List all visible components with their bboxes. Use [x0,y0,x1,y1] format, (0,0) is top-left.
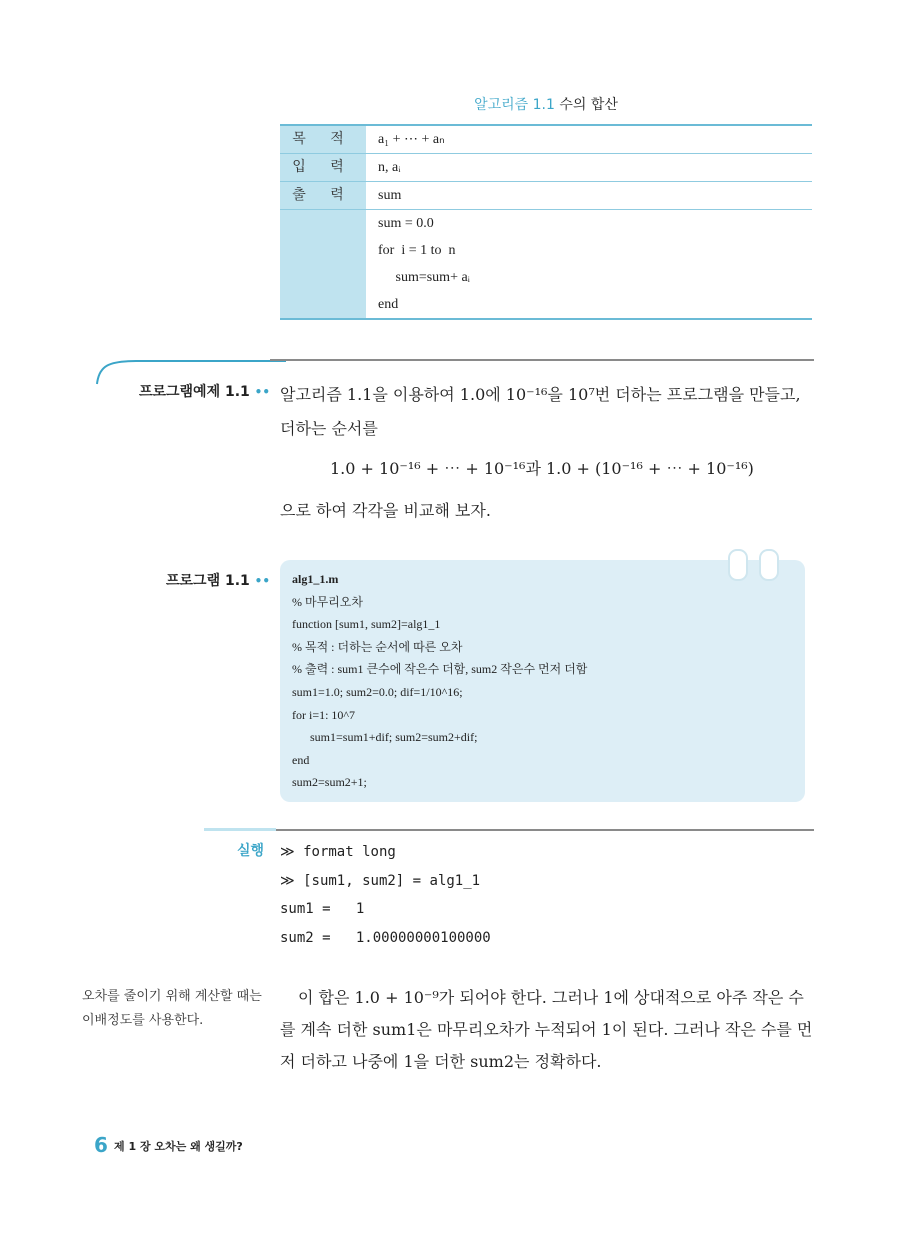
code-line: sum1=sum1+dif; sum2=sum2+dif; [292,730,478,745]
code-line: sum=sum+ aᵢ [378,270,470,285]
example-label-text: 프로그램예제 1.1 [138,384,250,400]
chapter-title: 제 1 장 오차는 왜 생길까? [114,1140,243,1153]
algorithm-number: 알고리즘 1.1 [474,97,555,113]
run-divider-accent [204,828,276,831]
row-value: a₁ + ⋯ + aₙ [366,126,812,153]
row-label-empty [280,210,366,318]
code-line: for i = 1 to n [378,243,456,258]
code-line: sum = 0.0 [378,216,434,231]
run-label: 실행 [236,843,264,859]
run-line: sum2 = 1.00000000100000 [280,929,491,946]
code-line: function [sum1, sum2]=alg1_1 [292,617,441,632]
body-paragraph: 이 합은 1.0 + 10⁻⁹가 되어야 한다. 그러나 1에 상대적으로 아주 작은 수를 계속 더한 sum1은 마무리오차가 누적되어 1이 된다. 그러나 작은 수를 먼저 더하고 나중에 1을 더한 sum2는 정확하다. [280,988,813,1071]
code-line: % 출력 : sum1 큰수에 작은수 더함, sum2 작은수 먼저 더함 [292,662,588,677]
code-line: % 마무리오차 [292,594,363,609]
bullet-dots: •• [254,385,270,399]
algorithm-row-output [280,182,812,210]
row-value: n, aᵢ [366,154,812,181]
example-text: 알고리즘 1.1을 이용하여 1.0에 10⁻¹⁶을 10⁷번 더하는 프로그램을 만들고, 더하는 순서를 [280,385,801,438]
binder-tab-decoration [759,549,779,581]
code-line: sum1=1.0; sum2=0.0; dif=1/10^16; [292,684,463,699]
algorithm-row-purpose [280,126,812,154]
code-line: for i=1: 10^7 [292,707,356,722]
algorithm-row-input [280,154,812,182]
run-line: ≫ format long [280,844,396,860]
code-line: end [292,752,310,767]
algorithm-code [366,210,812,318]
row-value: sum [366,182,812,209]
example-formula: 1.0 + 10⁻¹⁶ + ⋯ + 10⁻¹⁶과 1.0 + (10⁻¹⁶ + ⋯ + 10⁻¹⁶) [330,459,754,478]
algorithm-table [280,124,812,320]
program-label-text: 프로그램 1.1 [166,573,250,589]
run-output [280,838,491,952]
run-line: ≫ [sum1, sum2] = alg1_1 [280,872,481,889]
code-line: sum2=sum2+1; [292,775,367,790]
algorithm-name: 수의 합산 [559,97,618,113]
algorithm-title [280,94,812,114]
binder-tab-decoration [728,549,748,581]
code-line: end [378,297,399,312]
program-code [292,568,587,794]
example-label [120,381,270,401]
row-label: 출 력 [280,182,366,209]
side-note: 오차를 줄이기 위해 계산할 때는 이배정도를 사용한다. [82,989,262,1028]
program-label [120,570,270,590]
row-label: 목 적 [280,126,366,153]
code-filename: alg1_1.m [292,572,339,586]
page-number: 6 [94,1133,108,1157]
run-divider [204,829,814,831]
example-text-continued: 으로 하여 각각을 비교해 보자. [280,501,491,520]
run-line: sum1 = 1 [280,901,365,918]
bullet-dots: •• [254,574,270,588]
code-line: % 목적 : 더하는 순서에 따른 오차 [292,639,463,654]
algorithm-row-code [280,210,812,318]
row-label: 입 력 [280,154,366,181]
section-divider [270,359,814,361]
